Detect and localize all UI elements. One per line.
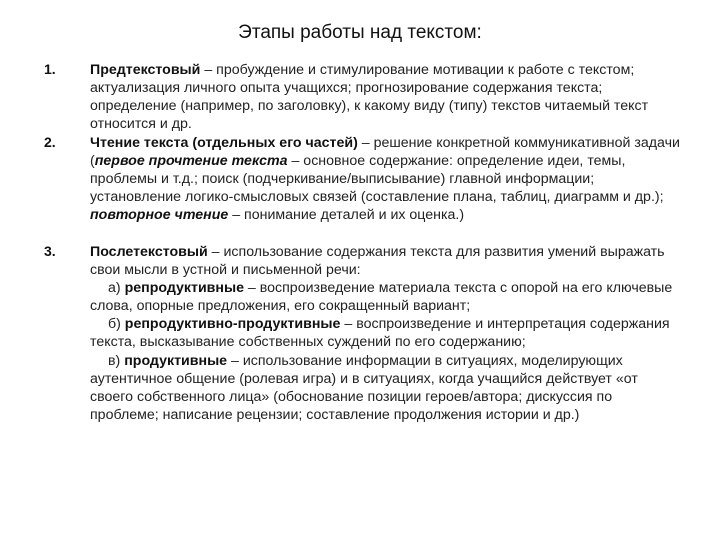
stage-description-3: – использование содержания текста для развития умений выражать свои мысли в устной и письменной речи: bbox=[90, 244, 665, 279]
subitem-c-term: продуктивные bbox=[124, 352, 228, 369]
stage-term-3: Послетекстовый bbox=[90, 244, 208, 260]
stage-description-1: – пробуждение и стимулирование мотивации к работе с текстом; актуализация личного опыта учащихся; прогнозирование содержания текста; определение (например, по заголовку), к какому виду (типу) текстов читаемый текст относится и др. bbox=[90, 62, 649, 133]
page-title: Этапы работы над текстом: bbox=[238, 22, 482, 43]
stage-item-2 bbox=[90, 134, 682, 224]
stage-description-2a: – решение конкретной коммуникативной задачи ( bbox=[90, 135, 680, 170]
stage-text-3 bbox=[90, 243, 682, 279]
subitem-b-text: – воспроизведение и интерпретация содержания текста, высказывание собственных суждений по его содержанию; bbox=[90, 316, 670, 351]
stage-text-1 bbox=[90, 61, 682, 133]
stage-item-1 bbox=[90, 61, 682, 133]
subitem-a bbox=[90, 279, 682, 315]
subitem-b-term: репродуктивно-продуктивные bbox=[124, 316, 341, 333]
stage-item-3 bbox=[90, 243, 682, 424]
stage-term-2: Чтение текста (отдельных его частей) bbox=[90, 135, 358, 151]
emphasis-first-reading: первое прочтение текста bbox=[94, 153, 288, 170]
subitem-c bbox=[90, 352, 682, 424]
stage-description-2b: – основное содержание: определение идеи, темы, проблемы и т.д.; поиск (подчеркивание/выписывание) главной информации; установление логико-смысловых связей (составление плана, таблиц, диаграмм и др.); bbox=[90, 153, 664, 206]
stage-text-2 bbox=[90, 134, 682, 224]
item-number-3: 3. bbox=[44, 243, 56, 259]
stage-description-2c: – понимание деталей и их оценка.) bbox=[228, 207, 465, 224]
subitem-a-prefix: а) bbox=[108, 280, 125, 297]
item-number-1: 1. bbox=[44, 61, 56, 77]
subitem-a-text: – воспроизведение материала текста с опорой на его ключевые слова, опорные предложения, его сокращенный вариант; bbox=[90, 280, 673, 315]
stage-term-1: Предтекстовый bbox=[90, 62, 201, 78]
subitem-c-text: – использование информации в ситуациях, моделирующих аутентичное общение (ролевая игра) и в ситуациях, когда учащийся действует «от своего собственного лица» (обоснование позиции героев/автора; дискуссия по проблеме; написание рецензии; составление продолжения истории и др.) bbox=[90, 352, 638, 423]
subitem-a-term: репродуктивные bbox=[124, 280, 244, 297]
item-number-2: 2. bbox=[44, 134, 56, 150]
subitem-b-prefix: б) bbox=[108, 316, 125, 333]
subitem-b bbox=[90, 315, 682, 351]
emphasis-repeated-reading: повторное чтение bbox=[90, 207, 229, 224]
subitem-c-prefix: в) bbox=[108, 352, 125, 369]
